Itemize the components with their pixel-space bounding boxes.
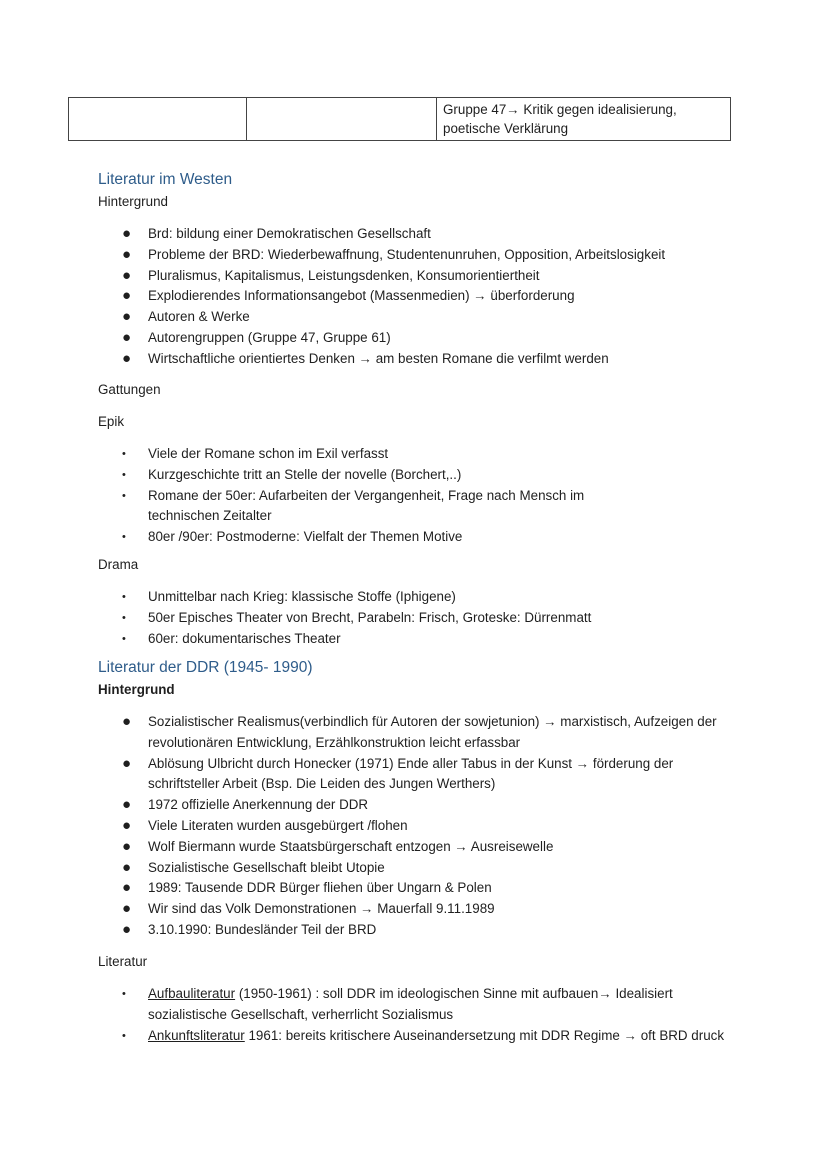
bullet-icon: ● xyxy=(122,308,132,326)
bullet-icon: • xyxy=(122,468,126,481)
table-cell: Gruppe 47→ Kritik gegen idealisierung, poetische Verklärung xyxy=(437,98,731,141)
list-item: ● Autorengruppen (Gruppe 47, Gruppe 61) xyxy=(98,328,738,349)
bullet-icon: • xyxy=(122,988,126,1000)
bullet-icon: • xyxy=(122,1029,126,1042)
subheading-hintergrund-ddr: Hintergrund xyxy=(98,682,175,697)
section-heading-westen: Literatur im Westen xyxy=(98,171,233,188)
bullet-icon: ● xyxy=(122,245,132,263)
list-item: ● 1972 offizielle Anerkennung der DDR xyxy=(98,795,738,816)
list-item: ● Brd: bildung einer Demokratischen Gesellschaft xyxy=(98,224,738,245)
list-ddr-literatur xyxy=(98,984,738,1046)
list-drama xyxy=(98,587,738,649)
subheading-gattungen: Gattungen xyxy=(98,382,161,397)
list-item: • Aufbauliteratur (1950-1961) : soll DDR im ideologischen Sinne mit aufbauen→ Idealisiert sozialistische Gesellschaft, verherrlicht Sozialismus xyxy=(122,986,673,1022)
list-item: ● Sozialistische Gesellschaft bleibt Utopie xyxy=(98,858,738,879)
bullet-icon: ● xyxy=(122,266,132,284)
list-item: • Unmittelbar nach Krieg: klassische Stoffe (Iphigene) xyxy=(98,587,738,608)
list-item: ● Ablösung Ulbricht durch Honecker (1971) Ende aller Tabus in der Kunst → förderung der schriftsteller Arbeit (Bsp. Die Leiden des Jungen Werthers) xyxy=(122,754,674,792)
bullet-icon: ● xyxy=(122,816,132,834)
list-item: • Viele der Romane schon im Exil verfasst xyxy=(98,444,738,465)
list-epik xyxy=(98,444,738,548)
list-item: ● Viele Literaten wurden ausgebürgert /flohen xyxy=(98,816,738,837)
list-item: • Ankunftsliteratur 1961: bereits kritischere Auseinandersetzung mit DDR Regime → oft BRD druck xyxy=(98,1026,738,1047)
bullet-icon: ● xyxy=(122,328,132,346)
list-westen-hintergrund xyxy=(98,224,738,370)
table-cell xyxy=(69,98,247,141)
bullet-icon: ● xyxy=(122,754,132,772)
list-item: ● Pluralismus, Kapitalismus, Leistungsdenken, Konsumorientiertheit xyxy=(98,266,738,287)
subheading-drama: Drama xyxy=(98,557,139,572)
bullet-icon: ● xyxy=(122,858,132,876)
subheading-literatur: Literatur xyxy=(98,954,148,969)
list-item: ● Sozialistischer Realismus(verbindlich für Autoren der sowjetunion) → marxistisch, Aufzeigen der revolutionären Entwicklung, Erzählkonstruktion leicht erfassbar xyxy=(122,713,717,750)
list-item: ● Probleme der BRD: Wiederbewaffnung, Studentenunruhen, Opposition, Arbeitslosigkeit xyxy=(98,245,738,266)
bullet-icon: ● xyxy=(122,837,132,855)
table-row xyxy=(69,98,731,141)
list-item: ● Explodierendes Informationsangebot (Massenmedien) → überforderung xyxy=(98,286,738,307)
bullet-icon: • xyxy=(122,591,126,603)
list-item: • 60er: dokumentarisches Theater xyxy=(98,629,738,650)
list-item: ● 1989: Tausende DDR Bürger fliehen über Ungarn & Polen xyxy=(98,878,738,899)
bullet-icon: ● xyxy=(122,349,132,367)
section-heading-ddr: Literatur der DDR (1945- 1990) xyxy=(98,659,313,676)
list-item: • 50er Episches Theater von Brecht, Parabeln: Frisch, Groteske: Dürrenmatt xyxy=(98,608,738,629)
list-item: • Romane der 50er: Aufarbeiten der Vergangenheit, Frage nach Mensch im technischen Zeitalter xyxy=(122,487,585,524)
carryover-table xyxy=(68,97,731,141)
list-item: ● Wolf Biermann wurde Staatsbürgerschaft entzogen → Ausreisewelle xyxy=(98,837,738,858)
list-item: ● Autoren & Werke xyxy=(98,307,738,328)
bullet-icon: ● xyxy=(122,900,132,918)
bullet-icon: ● xyxy=(122,879,132,897)
list-item: ● Wir sind das Volk Demonstrationen → Mauerfall 9.11.1989 xyxy=(98,899,738,920)
table-cell xyxy=(247,98,437,141)
bullet-icon: • xyxy=(122,448,126,460)
bullet-icon: • xyxy=(122,611,126,624)
bullet-icon: ● xyxy=(122,920,132,938)
list-item: ● 3.10.1990: Bundesländer Teil der BRD xyxy=(98,920,738,941)
list-item: • 80er /90er: Postmoderne: Vielfalt der Themen Motive xyxy=(98,527,738,548)
list-item: ● Wirtschaftliche orientiertes Denken → am besten Romane die verfilmt werden xyxy=(98,349,738,370)
bullet-icon: • xyxy=(122,489,126,502)
bullet-icon: • xyxy=(122,632,126,645)
bullet-icon: • xyxy=(122,531,126,544)
bullet-icon: ● xyxy=(122,796,132,814)
bullet-icon: ● xyxy=(122,287,132,305)
list-ddr-hintergrund xyxy=(98,712,738,941)
bullet-icon: ● xyxy=(122,225,132,242)
term-ankunftsliteratur: Ankunftsliteratur xyxy=(148,1027,245,1043)
list-item: • Kurzgeschichte tritt an Stelle der novelle (Borchert,..) xyxy=(98,465,738,486)
subheading-epik: Epik xyxy=(98,414,125,429)
bullet-icon: ● xyxy=(122,713,132,730)
subheading-hintergrund-westen: Hintergrund xyxy=(98,194,168,209)
term-aufbauliteratur: Aufbauliteratur xyxy=(148,986,236,1001)
